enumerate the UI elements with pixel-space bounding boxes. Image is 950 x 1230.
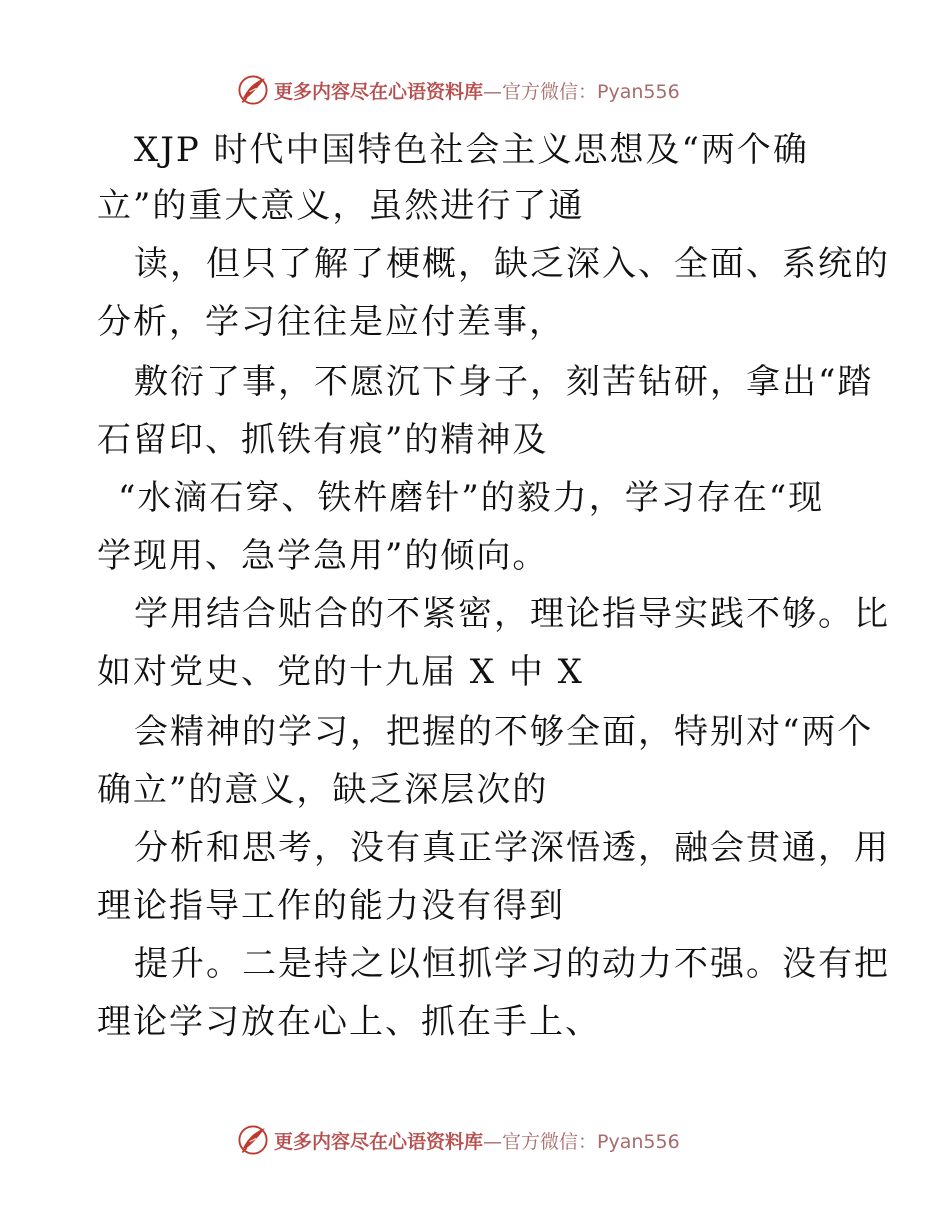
feather-pen-logo-icon bbox=[236, 1123, 270, 1157]
footer-banner-sub: —官方微信：Pyan556 bbox=[483, 1130, 680, 1153]
text-line: “水滴石穿、铁杵磨针”的毅力，学习存在“现 bbox=[118, 478, 825, 518]
footer-banner-main: 更多内容尽在心语资料库 bbox=[274, 1130, 484, 1153]
header-banner-text bbox=[274, 77, 680, 104]
footer-banner bbox=[236, 1120, 680, 1160]
feather-pen-logo-icon bbox=[236, 73, 270, 107]
header-banner-main: 更多内容尽在心语资料库 bbox=[274, 80, 484, 103]
text-line: 分析，学习往往是应付差事， bbox=[97, 302, 565, 342]
text-line: 敷衍了事，不愿沉下身子，刻苦钻研，拿出“踏 bbox=[134, 362, 874, 402]
text-line: 理论指导工作的能力没有得到 bbox=[97, 886, 565, 926]
text-line: 学用结合贴合的不紧密，理论指导实践不够。比 bbox=[134, 594, 890, 634]
header-banner bbox=[236, 70, 680, 110]
text-line: 分析和思考，没有真正学深悟透，融会贯通，用 bbox=[134, 828, 890, 868]
text-line: 读，但只了解了梗概，缺乏深入、全面、系统的 bbox=[134, 244, 890, 284]
text-line: 石留印、抓铁有痕”的精神及 bbox=[97, 420, 549, 460]
text-line: XJP 时代中国特色社会主义思想及“两个确 bbox=[134, 130, 809, 170]
text-line: 如对党史、党的十九届 X 中 X bbox=[97, 652, 584, 692]
header-banner-sub: —官方微信：Pyan556 bbox=[483, 80, 680, 103]
footer-banner-text bbox=[274, 1127, 680, 1154]
text-line: 确立”的意义，缺乏深层次的 bbox=[97, 770, 549, 810]
text-line: 学现用、急学急用”的倾向。 bbox=[97, 536, 549, 576]
text-line: 立”的重大意义，虽然进行了通 bbox=[97, 186, 585, 226]
text-line: 提升。二是持之以恒抓学习的动力不强。没有把 bbox=[134, 944, 890, 984]
text-line: 理论学习放在心上、抓在手上、 bbox=[97, 1002, 601, 1042]
text-line: 会精神的学习，把握的不够全面，特别对“两个 bbox=[134, 712, 874, 752]
